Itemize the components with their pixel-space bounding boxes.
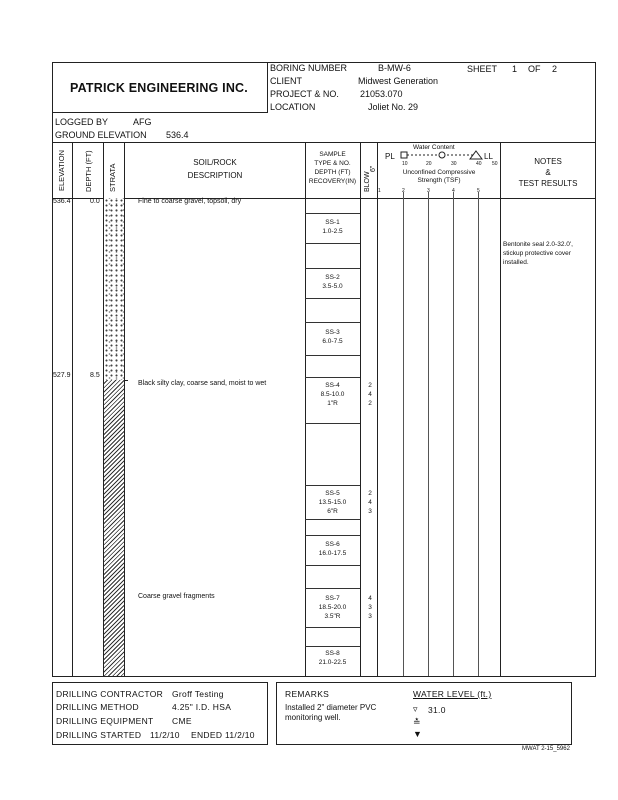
sample-id: SS-5 <box>325 490 340 497</box>
wc-tick-50: 50 <box>492 161 498 167</box>
blow-count: 4 <box>368 391 372 398</box>
sheet-total: 2 <box>552 64 558 74</box>
sample-ss3 <box>305 328 360 346</box>
sample-depth: 18.5-20.0 <box>318 604 347 611</box>
elevation-top: 536.4 <box>53 198 71 205</box>
notes-text: Bentonite seal 2.0-32.0', stickup protective cover installed. <box>503 241 573 266</box>
remarks-text: Installed 2" diameter PVC monitoring well. <box>285 703 377 722</box>
drilling-method-label: DRILLING METHOD <box>56 702 139 712</box>
ll-label: LL <box>484 152 493 161</box>
sample-depth: 6.0-7.5 <box>322 338 343 345</box>
blow-count: 3 <box>368 508 372 515</box>
ucs-tick-1: 1 <box>378 188 381 194</box>
ucs-tick-3: 3 <box>427 188 430 194</box>
sample-recovery: 6"R <box>327 508 338 515</box>
sample-header-line4: RECOVERY(IN) <box>308 178 357 185</box>
water-level-marker-1-icon: ▿ <box>413 704 418 714</box>
water-content-label: Water Content <box>413 144 455 151</box>
sample-depth: 8.5-10.0 <box>320 391 345 398</box>
wc-tick-20: 20 <box>426 161 432 167</box>
description-layer1: Fine to coarse gravel, topsoil, dry <box>138 198 242 205</box>
blow-col-header: BLOW <box>364 171 371 192</box>
location-label: LOCATION <box>270 102 316 112</box>
depth-col-header: DEPTH (FT) <box>84 150 93 192</box>
ground-elevation-label: GROUND ELEVATION <box>55 130 147 140</box>
sample-header <box>305 150 360 186</box>
sample-ss4 <box>305 381 360 408</box>
ucs-tick-5: 5 <box>477 188 480 194</box>
sample-id: SS-8 <box>325 650 340 657</box>
elevation-layer2: 527.9 <box>53 372 71 379</box>
sample-ss5 <box>305 489 360 516</box>
wc-tick-40: 40 <box>476 161 482 167</box>
elevation-col-header: ELEVATION <box>57 150 66 191</box>
drilling-ended-label: ENDED <box>191 730 223 740</box>
notes-header-line2: & <box>545 168 551 177</box>
blow-count: 3 <box>368 604 372 611</box>
drilling-contractor-value: Groff Testing <box>172 689 224 699</box>
logged-by-value: AFG <box>133 117 152 127</box>
drilling-contractor-label: DRILLING CONTRACTOR <box>56 689 164 699</box>
project-value: 21053.070 <box>360 89 403 99</box>
sample-ss6 <box>305 540 360 558</box>
water-level-marker-3-icon: ▼ <box>413 729 422 739</box>
blow-counts-ss4 <box>364 381 376 408</box>
sample-id: SS-4 <box>325 382 340 389</box>
soil-rock-header-line2: DESCRIPTION <box>187 171 243 180</box>
ground-elevation-value: 536.4 <box>166 130 189 140</box>
blow-count: 2 <box>368 382 372 389</box>
water-level-value-1: 31.0 <box>428 705 446 715</box>
client-label: CLIENT <box>270 76 303 86</box>
sample-id: SS-7 <box>325 595 340 602</box>
notes-header <box>500 156 596 189</box>
sample-depth: 16.0-17.5 <box>318 550 347 557</box>
logged-by-label: LOGGED BY <box>55 117 109 127</box>
blow-counts-ss5 <box>364 489 376 516</box>
blow-count: 2 <box>368 400 372 407</box>
remarks-label: REMARKS <box>285 689 330 699</box>
sample-ss2 <box>305 273 360 291</box>
sample-depth: 1.0-2.5 <box>322 228 343 235</box>
drilling-equipment-value: CME <box>172 716 192 726</box>
blow-count: 2 <box>368 490 372 497</box>
company-logo-text: PATRICK ENGINEERING INC. <box>70 81 248 95</box>
blow-counts-ss7 <box>364 594 376 621</box>
description-layer3: Coarse gravel fragments <box>138 593 215 600</box>
sample-id: SS-6 <box>325 541 340 548</box>
sample-header-line1: SAMPLE <box>319 151 346 158</box>
ucs-header <box>378 169 500 185</box>
sample-recovery: 3.5"R <box>324 613 341 620</box>
blow-count-header: 6" <box>370 165 377 172</box>
depth-top: 0.0 <box>90 198 100 205</box>
sample-recovery: 1"R <box>327 400 338 407</box>
sample-depth: 21.0-22.5 <box>318 659 347 666</box>
strata-col-header: STRATA <box>108 163 117 192</box>
sample-id: SS-2 <box>325 274 340 281</box>
drilling-equipment-label: DRILLING EQUIPMENT <box>56 716 154 726</box>
water-level-label: WATER LEVEL (ft.) <box>413 689 492 699</box>
ucs-tick-2: 2 <box>402 188 405 194</box>
soil-rock-header <box>125 158 305 180</box>
sheet-number: 1 <box>512 64 518 74</box>
notes-header-line1: NOTES <box>534 157 562 166</box>
location-value: Joliet No. 29 <box>368 102 419 112</box>
ucs-header-line2: Strength (TSF) <box>417 177 461 184</box>
sample-ss8 <box>305 649 360 667</box>
sheet-of: OF <box>528 64 541 74</box>
sample-depth: 13.5-15.0 <box>318 499 347 506</box>
boring-number-label: BORING NUMBER <box>270 63 348 73</box>
wc-tick-30: 30 <box>451 161 457 167</box>
notes-header-line3: TEST RESULTS <box>518 179 578 188</box>
strata-clay-hatch <box>104 380 124 676</box>
drilling-ended-value: 11/2/10 <box>225 730 255 740</box>
sheet-label: SHEET <box>467 64 498 74</box>
boring-number-value: B-MW-6 <box>378 63 411 73</box>
drilling-started-value: 11/2/10 <box>150 730 180 740</box>
sample-ss7 <box>305 594 360 621</box>
sample-id: SS-1 <box>325 219 340 226</box>
blow-count: 3 <box>368 613 372 620</box>
description-layer2: Black silty clay, coarse sand, moist to wet <box>138 380 267 387</box>
sample-depth: 3.5-5.0 <box>322 283 343 290</box>
blow-count: 4 <box>368 595 372 602</box>
sample-id: SS-3 <box>325 329 340 336</box>
client-value: Midwest Generation <box>358 76 439 86</box>
ucs-header-line1: Unconfined Compressive <box>402 169 476 176</box>
sample-header-line2: TYPE & NO. <box>314 160 351 167</box>
depth-layer2: 8.5 <box>90 372 100 379</box>
ucs-tick-4: 4 <box>452 188 455 194</box>
water-level-marker-2-icon: ≛ <box>413 717 421 727</box>
file-id: MWAT 2-15_5962 <box>522 746 570 752</box>
blow-count: 4 <box>368 499 372 506</box>
pl-label: PL <box>385 152 395 161</box>
drilling-method-value: 4.25" I.D. HSA <box>172 702 232 712</box>
wc-tick-10: 10 <box>402 161 408 167</box>
sample-ss1 <box>305 218 360 236</box>
strata-gravel-fill <box>104 198 124 380</box>
sample-header-line3: DEPTH (FT) <box>314 169 351 176</box>
drilling-started-label: DRILLING STARTED <box>56 730 142 740</box>
project-label: PROJECT & NO. <box>270 89 339 99</box>
soil-rock-header-line1: SOIL/ROCK <box>193 158 237 167</box>
